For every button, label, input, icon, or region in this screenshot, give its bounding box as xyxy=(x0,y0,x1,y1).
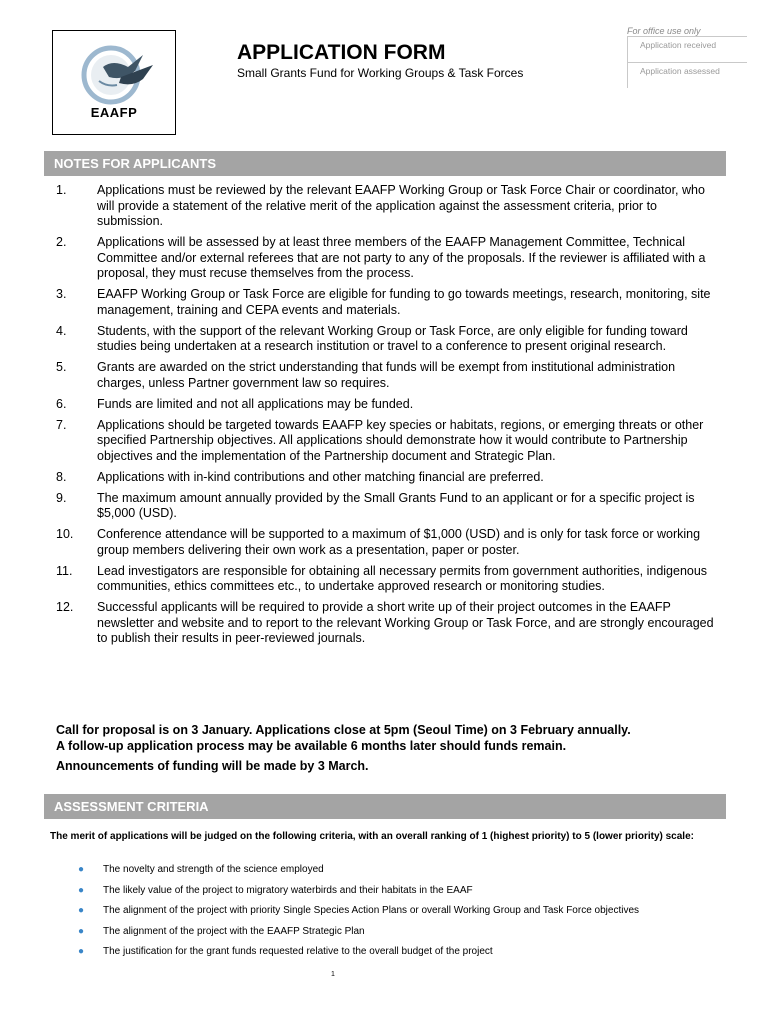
note-number: 3. xyxy=(56,287,67,301)
criteria-item xyxy=(78,946,698,959)
follow-up-text: A follow-up application process may be available 6 months later should funds remain. xyxy=(56,739,567,753)
note-text: Successful applicants will be required to provide a short write up of their project outcomes in the EAAFP newsletter and website and to report to the relevant Working Group or Task Force, and are strongly encouraged to publish their results in peer-reviewed journals. xyxy=(97,600,714,645)
page-title: APPLICATION FORM xyxy=(237,41,446,64)
note-item xyxy=(56,397,720,413)
note-item xyxy=(56,600,720,647)
note-text: Funds are limited and not all applications may be funded. xyxy=(97,396,414,411)
assessment-section-heading: ASSESSMENT CRITERIA xyxy=(44,794,726,819)
criteria-list xyxy=(78,864,698,967)
note-number: 5. xyxy=(56,360,67,374)
note-text: Applications with in-kind contributions and other matching financial are preferred. xyxy=(97,469,544,484)
call-dates-text: Call for proposal is on 3 January. Applications close at 5pm (Seoul Time) on 3 February annually. xyxy=(56,723,631,737)
bullet-icon: ● xyxy=(78,884,85,896)
note-number: 7. xyxy=(56,417,67,432)
note-text: Applications will be assessed by at least three members of the EAAFP Management Committee, Technical Committee and/or external referees that are not party to any of the proposals. If the reviewer is affiliated with a proposal, they must recuse themselves from the process. xyxy=(97,235,706,280)
note-text: Grants are awarded on the strict understanding that funds will be exempt from institutional administration charges, unless Partner government law so requires. xyxy=(97,360,676,390)
note-item xyxy=(56,491,720,522)
criteria-text: The novelty and strength of the science employed xyxy=(103,864,324,875)
note-item xyxy=(56,360,720,391)
note-text: Applications should be targeted towards EAAFP key species or habitats, regions, or emerging threats or other specified Partnership objectives. All applications should demonstrate how it would contribute to Partnership objectives and the implementation of the Partnership document and Strategic Plan. xyxy=(97,417,704,463)
note-number: 6. xyxy=(56,396,67,411)
bullet-icon: ● xyxy=(78,864,85,875)
note-item xyxy=(56,324,720,355)
note-text: Students, with the support of the relevant Working Group or Task Force, are only eligible for funding toward studies being undertaken at a research institution or travel to a conference to present original research. xyxy=(97,323,688,353)
note-number: 2. xyxy=(56,235,67,249)
criteria-text: The likely value of the project to migratory waterbirds and their habitats in the EAAF xyxy=(103,884,473,896)
criteria-item xyxy=(78,905,698,918)
announcement-text: Announcements of funding will be made by 3 March. xyxy=(56,759,369,773)
call-for-proposals xyxy=(56,722,726,774)
partnership-logo-icon xyxy=(73,37,163,107)
note-item xyxy=(56,235,720,282)
note-text: EAAFP Working Group or Task Force are eligible for funding to go towards meetings, research, monitoring, site management, training and CEPA events and materials. xyxy=(97,287,711,317)
office-use-row xyxy=(628,63,748,89)
criteria-item xyxy=(78,926,698,939)
bullet-icon: ● xyxy=(78,925,85,937)
note-number: 9. xyxy=(56,490,67,505)
office-application-assessed: Application assessed xyxy=(628,63,748,89)
note-number: 4. xyxy=(56,323,67,338)
note-number: 12. xyxy=(56,600,74,614)
note-text: Applications must be reviewed by the relevant EAAFP Working Group or Task Force Chair or coordinator, who will provide a statement of the relative merit of the application against the assessment criteria, prior to submission. xyxy=(97,183,705,228)
note-number: 1. xyxy=(56,183,67,197)
page-number: 1 xyxy=(331,971,335,978)
bullet-icon: ● xyxy=(78,946,85,957)
note-item xyxy=(56,470,720,486)
note-item xyxy=(56,183,720,230)
bullet-icon: ● xyxy=(78,905,85,916)
eaafp-logo xyxy=(52,30,176,135)
note-text: The maximum amount annually provided by the Small Grants Fund to an applicant or for a specific project is $5,000 (USD). xyxy=(97,490,695,520)
note-number: 11. xyxy=(56,563,73,578)
note-item xyxy=(56,287,720,318)
notes-section-heading: NOTES FOR APPLICANTS xyxy=(44,151,726,176)
note-text: Lead investigators are responsible for obtaining all necessary permits from government authorities, indigenous communities, ethics committees etc., to undertake approved research or monitoring studies. xyxy=(97,563,708,593)
assessment-intro: The merit of applications will be judged on the following criteria, with an overall ranking of 1 (highest priority) to 5 (lower priority) scale: xyxy=(50,831,694,842)
office-use-label: For office use only xyxy=(627,26,701,36)
office-use-row xyxy=(628,37,748,63)
note-item xyxy=(56,527,720,558)
criteria-text: The alignment of the project with the EAAFP Strategic Plan xyxy=(103,925,365,937)
notes-list xyxy=(56,183,720,652)
criteria-item xyxy=(78,864,698,877)
page-subtitle: Small Grants Fund for Working Groups & Task Forces xyxy=(237,66,524,80)
note-item xyxy=(56,418,720,465)
logo-text: EAAFP xyxy=(90,105,138,120)
office-use-table xyxy=(627,36,747,88)
note-number: 10. xyxy=(56,527,74,541)
note-number: 8. xyxy=(56,469,67,484)
criteria-text: The justification for the grant funds requested relative to the overall budget of the project xyxy=(103,946,493,957)
criteria-item xyxy=(78,885,698,898)
office-application-received: Application received xyxy=(628,37,748,63)
criteria-text: The alignment of the project with priority Single Species Action Plans or overall Working Group and Task Force objectives xyxy=(103,905,640,916)
note-item xyxy=(56,564,720,595)
note-text: Conference attendance will be supported to a maximum of $1,000 (USD) and is only for task force or working group members delivering their own work as a presentation, paper or poster. xyxy=(97,527,701,557)
